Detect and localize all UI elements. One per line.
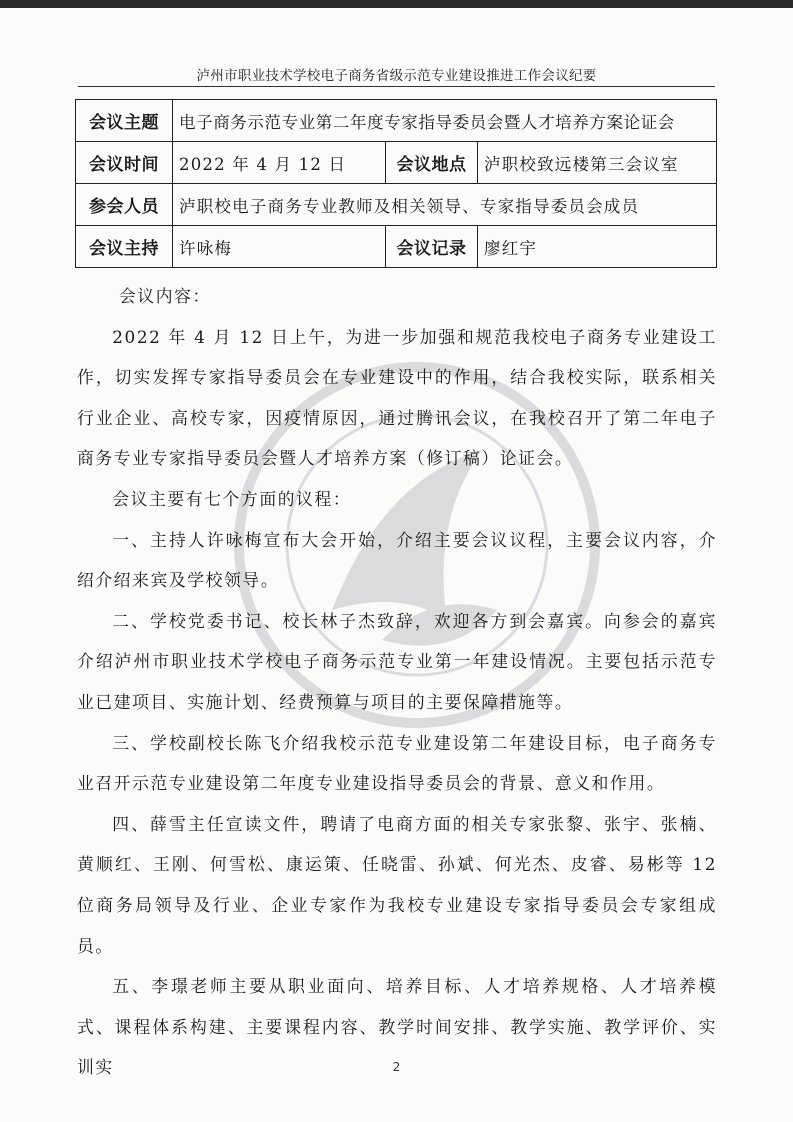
content-paragraph: 四、薛雪主任宣读文件，聘请了电商方面的相关专家张黎、张宇、张楠、黄顺红、王刚、何雪松、康运策、任晓雷、孙斌、何光杰、皮睿、易彬等 12 位商务局领导及行业、企业专家作为我校专业建设专家指导委员会专家组成员。 — [77, 813, 717, 956]
recorder-value: 廖红宇 — [478, 226, 717, 268]
recorder-label: 会议记录 — [386, 226, 478, 268]
meeting-location-value: 泸职校致远楼第三会议室 — [478, 142, 717, 184]
table-row — [76, 226, 717, 268]
meeting-time-label: 会议时间 — [76, 142, 173, 184]
meeting-info-table — [75, 99, 717, 268]
page-header-title: 泸州市职业技术学校电子商务省级示范专业建设推进工作会议纪要 — [196, 68, 597, 84]
table-row — [76, 142, 717, 184]
content-label: 会议内容： — [119, 286, 211, 306]
content-paragraph: 2022 年 4 月 12 日上午，为进一步加强和规范我校电子商务专业建设工作，切实发挥专家指导委员会在专业建设中的作用，结合我校实际，联系相关行业企业、高校专家，因疫情原因，通过腾讯会议，在我校召开了第二年电子商务专业专家指导委员会暨人才培养方案（修订稿）论证会。 — [77, 326, 717, 469]
host-label: 会议主持 — [76, 226, 173, 268]
host-value: 许咏梅 — [173, 226, 386, 268]
table-row — [76, 184, 717, 226]
content-paragraph: 二、学校党委书记、校长林子杰致辞，欢迎各方到会嘉宾。向参会的嘉宾介绍泸州市职业技术学校电子商务示范专业第一年建设情况。主要包括示范专业已建项目、实施计划、经费预算与项目的主要保障措施等。 — [77, 610, 717, 712]
content-paragraph: 一、主持人许咏梅宣布大会开始，介绍主要会议议程，主要会议内容，介绍介绍来宾及学校领导。 — [77, 529, 717, 591]
table-row — [76, 100, 717, 142]
meeting-content — [77, 276, 717, 1088]
content-paragraph: 三、学校副校长陈飞介绍我校示范专业建设第二年建设目标，电子商务专业召开示范专业建设第二年度专业建设指导委员会的背景、意义和作用。 — [77, 732, 717, 794]
attendees-label: 参会人员 — [76, 184, 173, 226]
attendees-value: 泸职校电子商务专业教师及相关领导、专家指导委员会成员 — [173, 184, 717, 226]
content-paragraph: 五、李璟老师主要从职业面向、培养目标、人才培养规格、人才培养模式、课程体系构建、主要课程内容、教学时间安排、教学实施、教学评价、实训实 — [77, 976, 717, 1078]
meeting-time-value: 2022 年 4 月 12 日 — [173, 142, 386, 184]
meeting-topic-value: 电子商务示范专业第二年度专家指导委员会暨人才培养方案论证会 — [173, 100, 717, 142]
meeting-location-label: 会议地点 — [386, 142, 478, 184]
page-number: 2 — [392, 1060, 401, 1074]
content-paragraph: 会议主要有七个方面的议程： — [112, 488, 352, 509]
header-rule — [78, 86, 715, 87]
page-top-border — [0, 0, 793, 8]
meeting-topic-label: 会议主题 — [76, 100, 173, 142]
